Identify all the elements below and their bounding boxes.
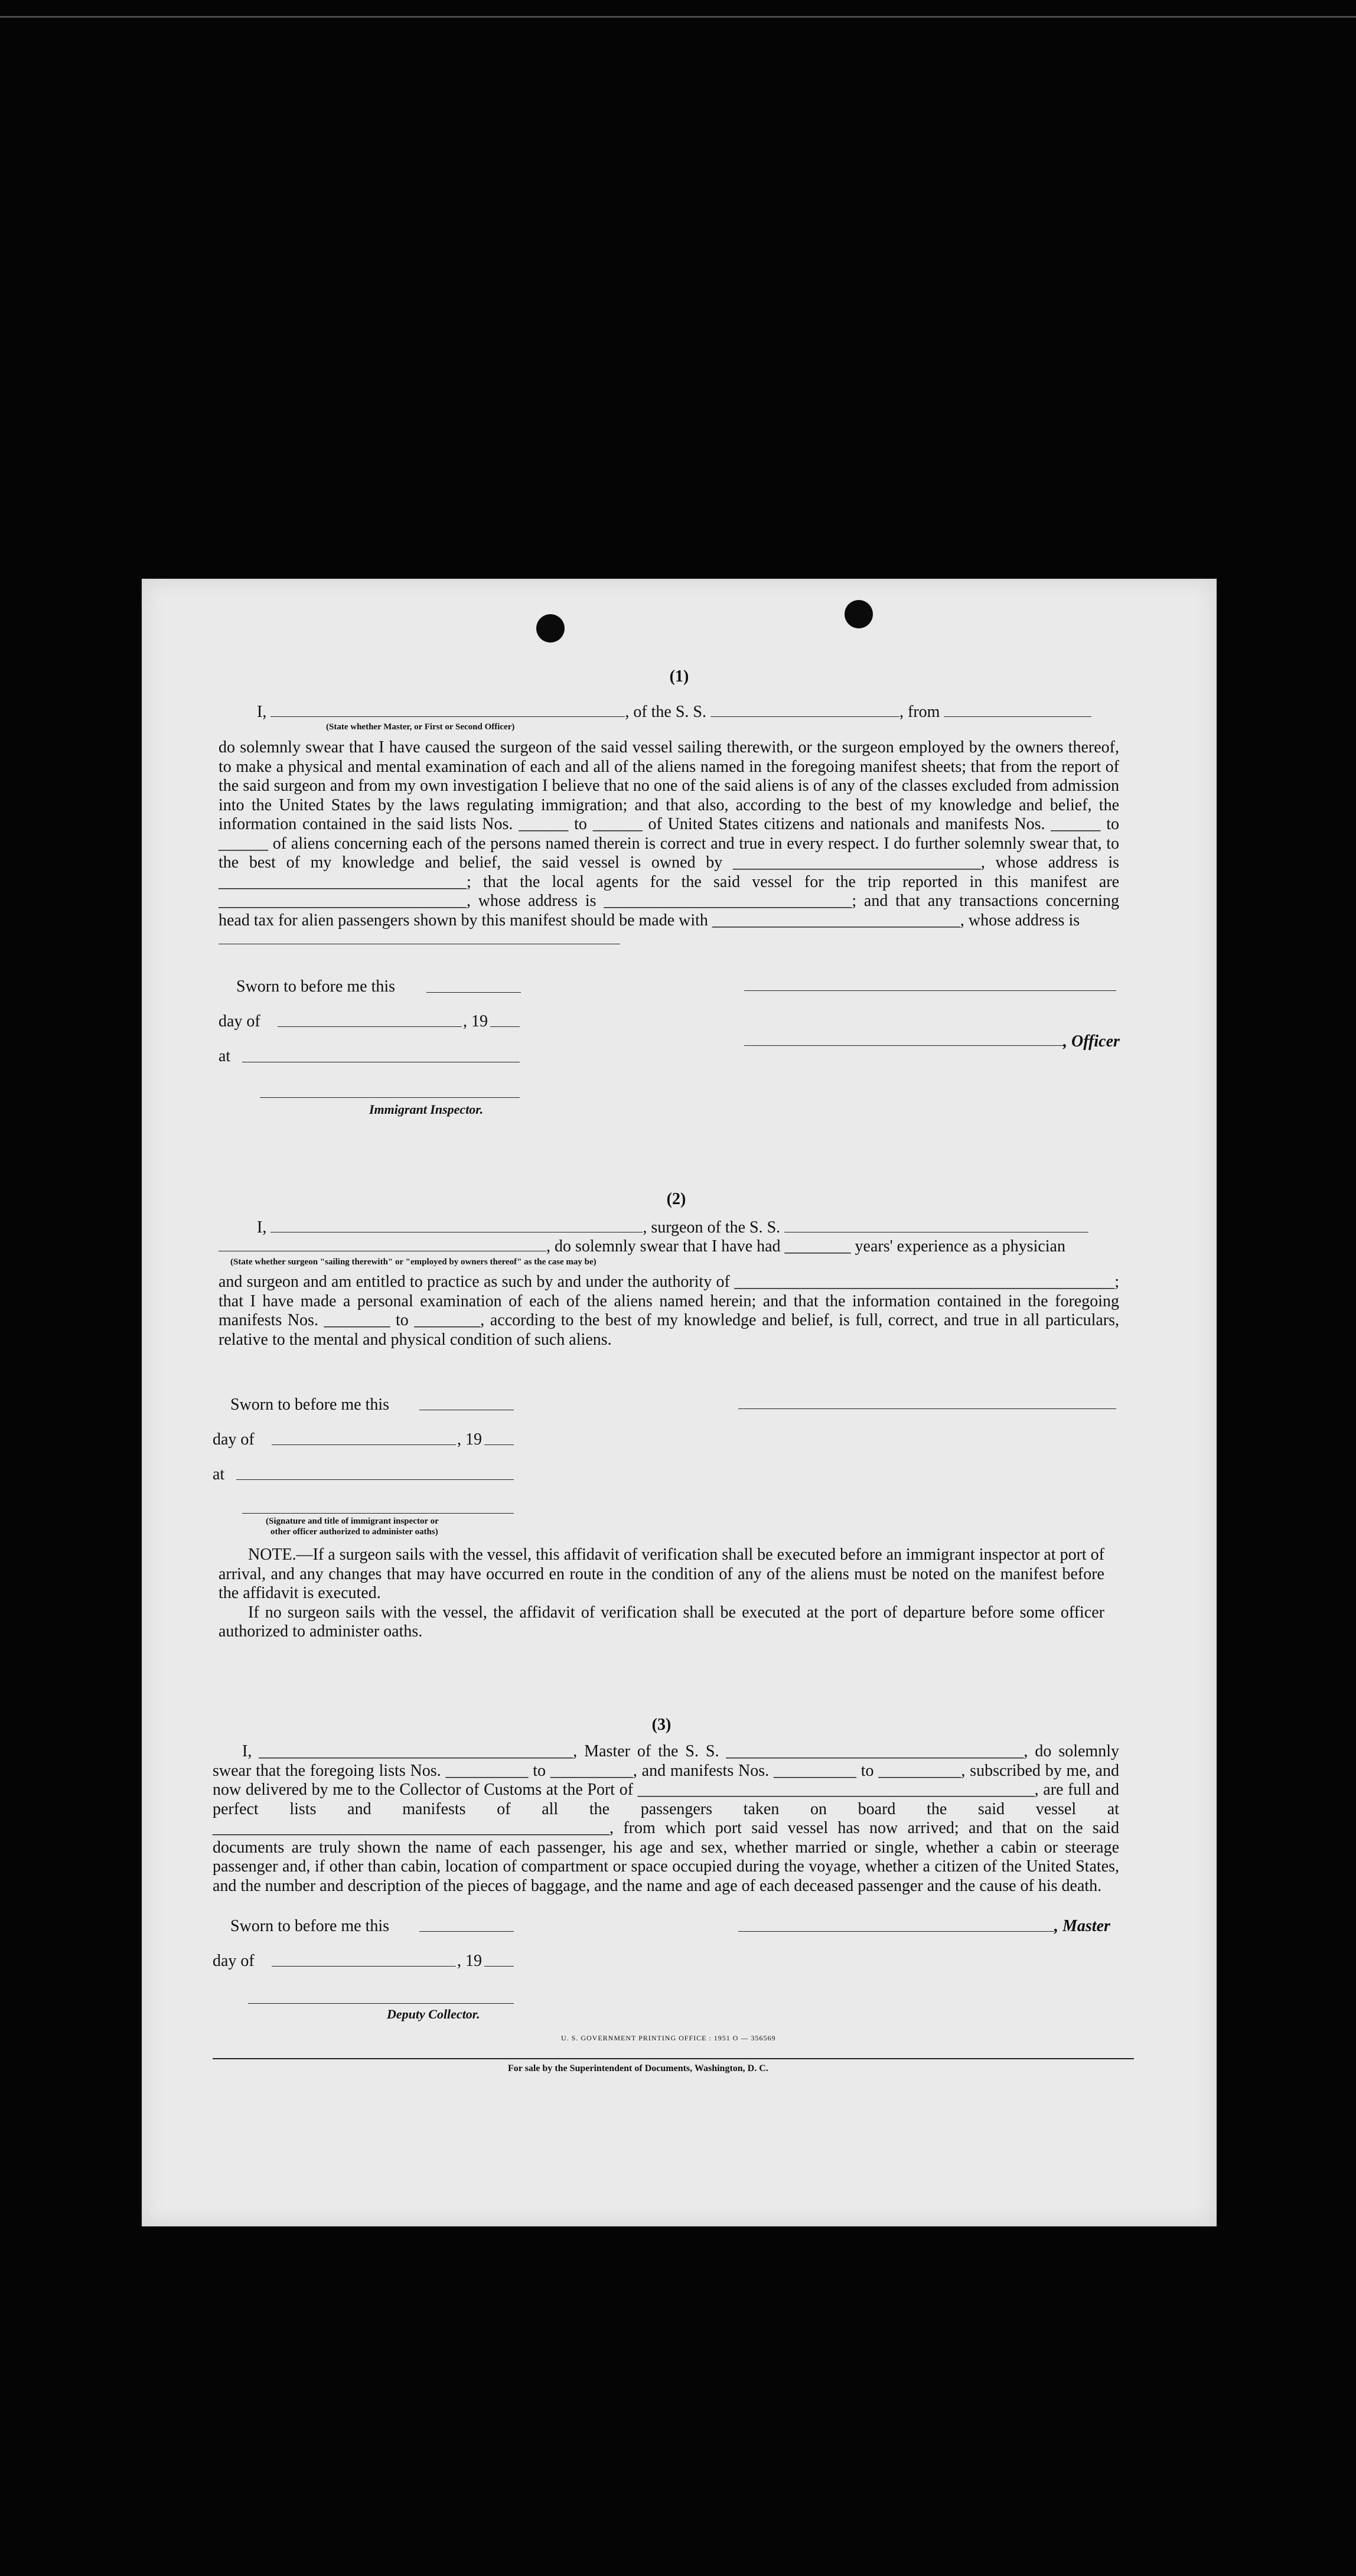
section-1-i-label: I, bbox=[257, 703, 267, 721]
surgeon-name-field[interactable] bbox=[270, 1219, 643, 1232]
section-2-swear-line bbox=[219, 1237, 1119, 1257]
from-label: , from bbox=[899, 703, 940, 721]
section-1-master-signature-field[interactable] bbox=[744, 990, 1116, 991]
section-3-day-field[interactable] bbox=[272, 1966, 456, 1967]
section-1-intro-line bbox=[257, 703, 1119, 722]
section-2-at-field[interactable] bbox=[236, 1479, 514, 1480]
inspector-signature-note-1: (Signature and title of immigrant inspector or bbox=[266, 1517, 439, 1526]
section-2-vessel-field[interactable] bbox=[784, 1219, 1088, 1232]
surgeon-signature-field[interactable] bbox=[738, 1408, 1116, 1409]
for-sale-notice: For sale by the Superintendent of Documents, Washington, D. C. bbox=[508, 2063, 768, 2073]
section-2-day-label: day of bbox=[213, 1430, 255, 1449]
section-2-year-field[interactable] bbox=[484, 1444, 514, 1445]
inspector-signature-note-2: other officer authorized to administer oaths) bbox=[270, 1527, 438, 1537]
section-1-oath-text: do solemnly swear that I have caused the surgeon of the said vessel sailing therewith, or the surgeon employed by the owners thereof, to make a physical and mental examination of each and all of the aliens named in the foregoing manifest sheets; that from the report of the said surgeon and from my own investigation I believe that no one of the said aliens is of any of the classes excluded from admission into the United States by the laws regulating immigration; and that also, according to the best of my knowledge and belief, the information contained in the said lists Nos. ______ to ______ of United States citizens and nationals and manifests Nos. ______ to ______ of aliens concerning each of the persons named therein is correct and true in every respect. I do further solemnly swear that, to the best of my knowledge and belief, the said vessel is owned by ______________________________, whose address is ______________________________; that the local agents for the said vessel for the trip reported in this manifest are ______________________________, whose address is ______________________________; and that any transactions concerning head tax for alien passengers shown by this manifest should be made with ______________________________, whose address is bbox=[219, 738, 1119, 930]
top-border-line bbox=[0, 16, 1356, 18]
section-3-year-label: , 19 bbox=[457, 1952, 482, 1970]
section-1-heading: (1) bbox=[669, 667, 689, 686]
section-1-year-label: , 19 bbox=[463, 1012, 488, 1031]
officer-name-field[interactable] bbox=[270, 703, 625, 717]
section-1-day-label: day of bbox=[219, 1012, 260, 1031]
section-2-notes bbox=[219, 1545, 1104, 1642]
section-1-day-field[interactable] bbox=[278, 1026, 462, 1027]
no-surgeon-note-paragraph: If no surgeon sails with the vessel, the affidavit of verification shall be executed at the port of departure before some officer authorized to administer oaths. bbox=[219, 1603, 1104, 1641]
section-2-body bbox=[219, 1273, 1119, 1349]
master-signature-field[interactable] bbox=[738, 1931, 1054, 1932]
section-1-sworn-label: Sworn to before me this bbox=[236, 977, 396, 996]
deputy-collector-signature-field[interactable] bbox=[248, 2003, 514, 2004]
section-3-body bbox=[213, 1742, 1119, 1896]
section-2-at-label: at bbox=[213, 1465, 225, 1483]
punch-hole-left bbox=[536, 614, 565, 643]
section-2-heading: (2) bbox=[666, 1190, 686, 1208]
section-1-at-label: at bbox=[219, 1047, 231, 1065]
section-2-inspector-signature-field[interactable] bbox=[242, 1513, 514, 1514]
punch-hole-right bbox=[845, 600, 873, 628]
departure-port-field[interactable] bbox=[944, 703, 1091, 717]
section-2-year-label: , 19 bbox=[457, 1430, 482, 1449]
section-1-officer-signature-field[interactable] bbox=[744, 1045, 1063, 1046]
section-1-body bbox=[219, 738, 1119, 930]
section-2-day-field[interactable] bbox=[272, 1444, 456, 1445]
section-2-sworn-label: Sworn to before me this bbox=[230, 1395, 390, 1414]
section-2-i-label: I, bbox=[257, 1218, 267, 1237]
section-2-oath-text: and surgeon and am entitled to practice as such by and under the authority of ______________________________________________; that I have made a personal examination of each of the aliens named herein; and that the information contained in the foregoing manifests Nos. ________ to ________, according to the best of my knowledge and belief, is full, correct, and true in all particulars, relative to the mental and physical condition of such aliens. bbox=[219, 1273, 1119, 1349]
government-printing-office-imprint: U. S. GOVERNMENT PRINTING OFFICE : 1951 O — 356569 bbox=[561, 2034, 776, 2042]
section-3-sworn-field[interactable] bbox=[419, 1931, 514, 1932]
vessel-name-field[interactable] bbox=[710, 703, 899, 717]
section-3-heading: (3) bbox=[651, 1716, 672, 1734]
section-1-sworn-field[interactable] bbox=[426, 992, 521, 993]
surgeon-note-paragraph: NOTE.—If a surgeon sails with the vessel, this affidavit of verification shall be executed before an immigrant inspector at port of arrival, and any changes that may have occurred en route in the condition of any of the aliens must be noted on the manifest before the affidavit is executed. bbox=[219, 1545, 1104, 1602]
section-3-year-field[interactable] bbox=[484, 1966, 514, 1967]
manifest-affidavit-page bbox=[142, 579, 1217, 2226]
of-ss-label: , of the S. S. bbox=[625, 703, 707, 721]
section-3-oath-text: I, ______________________________________, Master of the S. S. ____________________________________, do solemnly swear that the foregoing lists Nos. __________ to __________, and manifests Nos. __________ to __________, subscribed by me, and now delivered by me to the Collector of Customs at the Port of ________________________________________________, are full and perfect lists and manifests of all the passengers taken on board the said vessel at ________________________________________________, from which port said vessel has now arrived; and that on the said documents are truly shown the name of each passenger, his age and sex, whether married or single, whether a cabin or steerage passenger and, if other than cabin, location of compartment or space occupied during the voyage, whether a citizen of the United States, and the number and description of the pieces of baggage, and the name and age of each deceased passenger and the cause of his death. bbox=[213, 1742, 1119, 1895]
surgeon-swear-text: , do solemnly swear that I have had ________ years' experience as a physician bbox=[546, 1237, 1065, 1256]
section-3-sworn-label: Sworn to before me this bbox=[230, 1917, 390, 1935]
deputy-collector-caption: Deputy Collector. bbox=[387, 2007, 480, 2021]
officer-title-label: , Officer bbox=[1063, 1032, 1120, 1051]
section-3-day-label: day of bbox=[213, 1952, 255, 1970]
surgeon-status-note: (State whether surgeon "sailing therewith" or "employed by owners thereof" as the case may be) bbox=[230, 1257, 596, 1267]
section-1-year-field[interactable] bbox=[490, 1026, 520, 1027]
surgeon-status-field[interactable] bbox=[219, 1238, 546, 1251]
section-2-intro-line bbox=[257, 1218, 1119, 1238]
footer-rule bbox=[213, 2058, 1134, 2059]
immigrant-inspector-signature-field[interactable] bbox=[260, 1097, 520, 1098]
immigrant-inspector-caption: Immigrant Inspector. bbox=[369, 1102, 484, 1117]
surgeon-of-label: , surgeon of the S. S. bbox=[643, 1218, 781, 1237]
master-title-label: , Master bbox=[1054, 1917, 1110, 1935]
officer-rank-note: (State whether Master, or First or Second Officer) bbox=[326, 722, 515, 732]
